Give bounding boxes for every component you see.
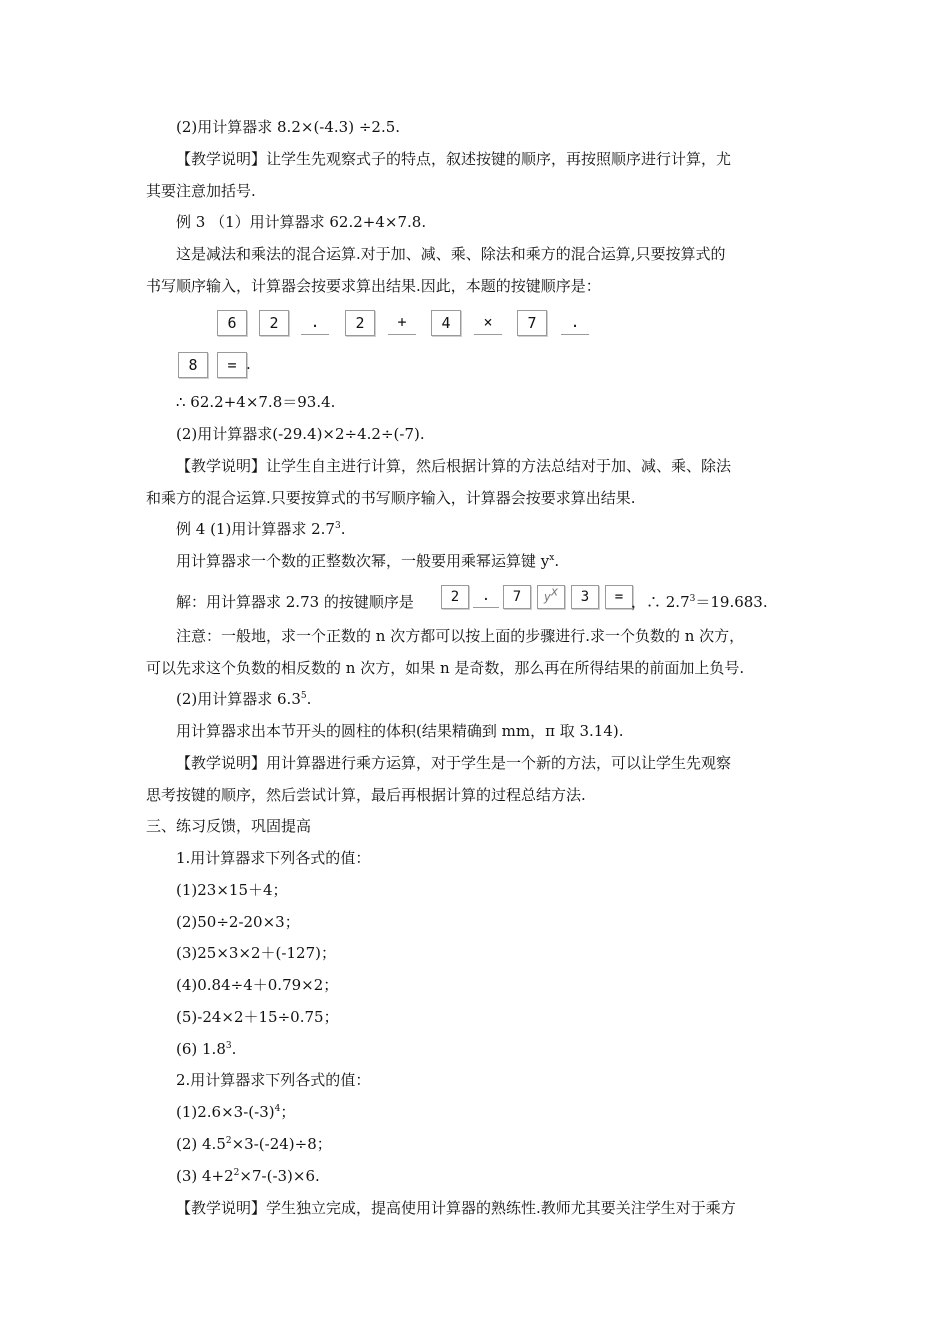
text-line: 【教学说明】用计算器进行乘方运算，对于学生是一个新的方法，可以让学生先观察	[176, 754, 732, 772]
text-line: (5)-24×2＋15÷0.75；	[176, 1008, 339, 1026]
text-line	[176, 1165, 320, 1187]
text-line: (2)用计算器求(-29.4)×2÷4.2÷(-7).	[176, 425, 425, 443]
key-label: y	[543, 590, 551, 604]
calculator-key: .	[301, 310, 329, 335]
calculator-key: 8	[178, 352, 208, 378]
calculator-key: ×	[474, 310, 502, 335]
superscript: 3	[334, 521, 341, 531]
text-span: (1)2.6×3-(-3)	[176, 1103, 275, 1121]
text-line: 解：用计算器求 2.73 的按键顺序是	[176, 593, 414, 611]
calculator-key: 7	[517, 310, 547, 336]
text-line: 1.用计算器求下列各式的值：	[176, 849, 371, 867]
text-line: (4)0.84÷4＋0.79×2；	[176, 976, 339, 994]
text-line: .	[246, 355, 251, 373]
text-line: 书写顺序输入，计算器会按要求算出结果.因此，本题的按键顺序是：	[146, 277, 601, 295]
text-span: ×7-(-3)×6.	[239, 1167, 320, 1185]
calculator-key: 2	[259, 310, 289, 336]
text-span: 例 4 (1)用计算器求 2.7	[176, 520, 335, 538]
calculator-key: =	[605, 585, 633, 609]
text-span: .	[554, 552, 560, 570]
superscript: 3	[689, 594, 696, 604]
text-span: (2) 4.5	[176, 1135, 226, 1153]
calculator-key: +	[388, 310, 416, 335]
text-line	[176, 1038, 236, 1060]
text-line: 注意：一般地，求一个正数的 n 次方都可以按上面的步骤进行.求一个负数的 n 次方，	[176, 627, 745, 645]
calculator-key: .	[561, 310, 589, 335]
text-line: 2.用计算器求下列各式的值：	[176, 1071, 371, 1089]
text-line: (2)50÷2-20×3；	[176, 913, 300, 931]
text-line	[176, 1133, 332, 1155]
calculator-key: .	[473, 585, 499, 608]
text-line: 这是减法和乘法的混合运算.对于加、减、乘、除法和乘方的混合运算,只要按算式的	[176, 245, 726, 263]
text-line: 用计算器求出本节开头的圆柱的体积(结果精确到 mm，π 取 3.14).	[176, 722, 624, 740]
text-span: ，∴ 2.7	[631, 593, 690, 611]
text-span: ＝19.683.	[695, 593, 768, 611]
text-span: (3) 4+2	[176, 1167, 234, 1185]
superscript: 2	[225, 1136, 232, 1146]
text-line: 【教学说明】让学生先观察式子的特点，叙述按键的顺序，再按照顺序进行计算，尤	[176, 150, 732, 168]
text-line: (2)用计算器求 8.2×(-4.3) ÷2.5.	[176, 118, 401, 136]
superscript: x	[551, 584, 559, 599]
text-line	[176, 1101, 295, 1123]
calculator-key: 3	[571, 585, 599, 609]
text-line	[631, 591, 768, 613]
calculator-key: 2	[345, 310, 375, 336]
text-line: 【教学说明】学生独立完成，提高使用计算器的熟练性.教师尤其要关注学生对于乘方	[176, 1199, 736, 1217]
text-line: 例 3 （1）用计算器求 62.2+4×7.8.	[176, 213, 427, 231]
text-span: .	[231, 1040, 237, 1058]
text-span: (6) 1.8	[176, 1040, 226, 1058]
text-line	[176, 550, 559, 572]
text-line: (3)25×3×2＋(-127)；	[176, 944, 336, 962]
text-line: 其要注意加括号.	[146, 182, 256, 200]
text-span: .	[306, 690, 312, 708]
calculator-key: 6	[217, 310, 247, 336]
superscript: 4	[274, 1104, 281, 1114]
text-line: (1)23×15＋4；	[176, 881, 288, 899]
power-key	[537, 585, 565, 609]
superscript: 3	[225, 1041, 232, 1051]
superscript: x	[549, 553, 555, 563]
calculator-key: 2	[441, 585, 469, 609]
text-span: .	[340, 520, 346, 538]
text-span: ；	[280, 1103, 296, 1121]
text-span: 用计算器求一个数的正整数次幂，一般要用乘幂运算键 y	[176, 552, 550, 570]
calculator-key: 7	[503, 585, 531, 609]
calculator-key: 4	[431, 310, 461, 336]
text-line: 可以先求这个负数的相反数的 n 次方，如果 n 是奇数，那么再在所得结果的前面加上负号.	[146, 659, 745, 677]
superscript: 2	[233, 1168, 240, 1178]
text-span: (2)用计算器求 6.3	[176, 690, 301, 708]
superscript: 5	[300, 691, 307, 701]
text-line: 【教学说明】让学生自主进行计算，然后根据计算的方法总结对于加、减、乘、除法	[176, 457, 732, 475]
calculator-key: =	[217, 352, 247, 378]
text-line	[176, 688, 311, 710]
section-heading: 三、练习反馈，巩固提高	[146, 817, 312, 835]
text-line: 和乘方的混合运算.只要按算式的书写顺序输入，计算器会按要求算出结果.	[146, 489, 636, 507]
text-line: 思考按键的顺序，然后尝试计算，最后再根据计算的过程总结方法.	[146, 786, 586, 804]
text-span: ×3-(-24)÷8；	[231, 1135, 332, 1153]
text-line	[176, 518, 345, 540]
text-line: ∴ 62.2+4×7.8＝93.4.	[176, 393, 336, 411]
